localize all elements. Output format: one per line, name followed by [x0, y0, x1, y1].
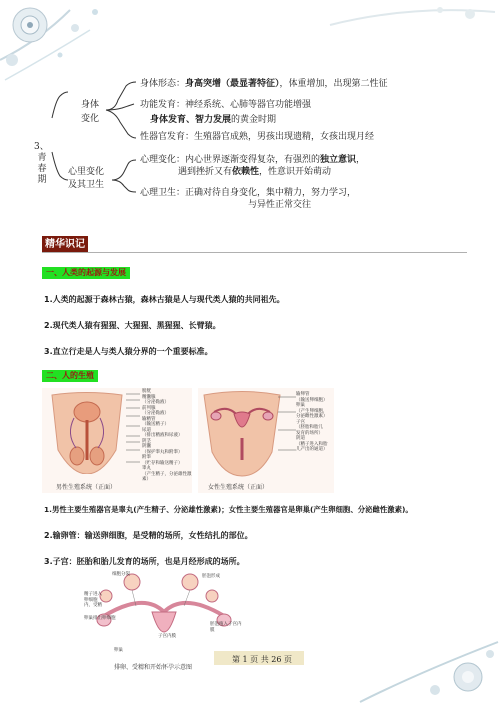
male-organ-labels: 膀胱 精囊腺 （分泌黏液） 前列腺 （分泌黏液） 输精管 （输送精子） 尿道 （排出精液和尿液） 阴茎 阴囊 （保护睾丸和附睾） 附睾 （贮存和输送精子） 睾丸 （产生精子，分泌雄性激素）	[142, 389, 192, 482]
mental-hygiene-item: 心理卫生：正确对待自身变化，集中精力，努力学习，	[140, 188, 357, 198]
subsection-title-reproduction: 二、人的生殖	[42, 370, 98, 382]
page-number: 第 1 页 共 26 页	[232, 655, 292, 664]
fert-label-blastocyst: 胚泡形成	[202, 574, 220, 579]
female-anatomy-illustration	[200, 390, 284, 478]
point-origin-3: 3.直立行走是人与类人猿分界的一个重要标准。	[44, 347, 213, 356]
sex-organ-item: 性器官发育：生殖器官成熟，男孩出现遗精，女孩出现月经	[140, 132, 375, 142]
body-form-item: 身体形态：身高突增（最显著特征），体重增加，出现第二性征	[140, 79, 388, 89]
female-reproductive-figure	[198, 388, 334, 493]
mental-hygiene-line2: 与异性正常交往	[248, 200, 312, 210]
puberty-mindmap	[0, 0, 500, 230]
male-reproductive-figure	[42, 388, 192, 493]
fert-label-implantation: 胚泡植入子宫内膜	[210, 622, 242, 633]
psychological-change-item: 心理变化：内心世界逐渐变得复杂，有强烈的独立意识，	[140, 155, 366, 165]
root-label-qingchunqi: 青 春 期	[37, 153, 47, 185]
male-figure-caption: 男性生殖系统（正面）	[56, 484, 117, 491]
point-reproduction-1: 1.男性主要生殖器官是睾丸(产生精子、分泌雄性激素)；女性主要生殖器官是卵巢(产生卵细胞、分泌雌性激素)。	[44, 505, 413, 514]
male-anatomy-illustration	[46, 390, 128, 474]
fert-label-endometrium: 子宫内膜	[158, 634, 176, 639]
function-item: 功能发育：神经系统、心肺等器官功能增强	[140, 100, 312, 110]
floral-corner-decoration	[340, 632, 500, 707]
fert-label-ovary: 卵巢	[114, 648, 123, 653]
female-organ-labels: 输卵管 （输送卵细胞） 卵巢 （产生卵细胞， 分泌雌性激素） 子宫 （胚胎和胎儿 发育的场所） 阴道 （精子进入和胎 儿产出的通道）	[296, 392, 328, 452]
root-number: 3、	[34, 142, 49, 152]
fert-label-ovulation: 卵巢排出卵细胞	[84, 616, 116, 621]
golden-period-item: 身体发育、智力发展的黄金时期	[150, 115, 277, 125]
point-reproduction-2: 2.输卵管：输送卵细胞，是受精的场所，女性结扎的部位。	[44, 531, 253, 540]
branch-body-change: 身体变化	[80, 100, 99, 124]
point-origin-1: 1.人类的起源于森林古猿，森林古猿是人与现代类人猿的共同祖先。	[44, 295, 285, 304]
fert-label-cell-division: 细胞分裂	[112, 572, 130, 577]
section-title: 精华识记	[42, 236, 88, 253]
section-divider	[42, 252, 467, 253]
point-reproduction-3: 3.子宫：胚胎和胎儿发育的场所，也是月经形成的场所。	[44, 557, 245, 566]
fert-label-fertilization: 精子进入卵细胞内，受精	[84, 592, 102, 608]
branch-mental-change: 心里变化 及其卫生	[68, 167, 105, 190]
psychological-change-line2: 遇到挫折又有依赖性，性意识开始萌动	[178, 167, 332, 177]
point-origin-2: 2.现代类人猿有猩猩、大猩猩、黑猩猩、长臂猿。	[44, 321, 221, 330]
subsection-title-origin: 一、人类的起源与发展	[42, 267, 130, 279]
fertilization-caption: 排卵、受精和开始怀孕示意图	[114, 664, 193, 671]
female-figure-caption: 女性生殖系统（正面）	[208, 484, 269, 491]
